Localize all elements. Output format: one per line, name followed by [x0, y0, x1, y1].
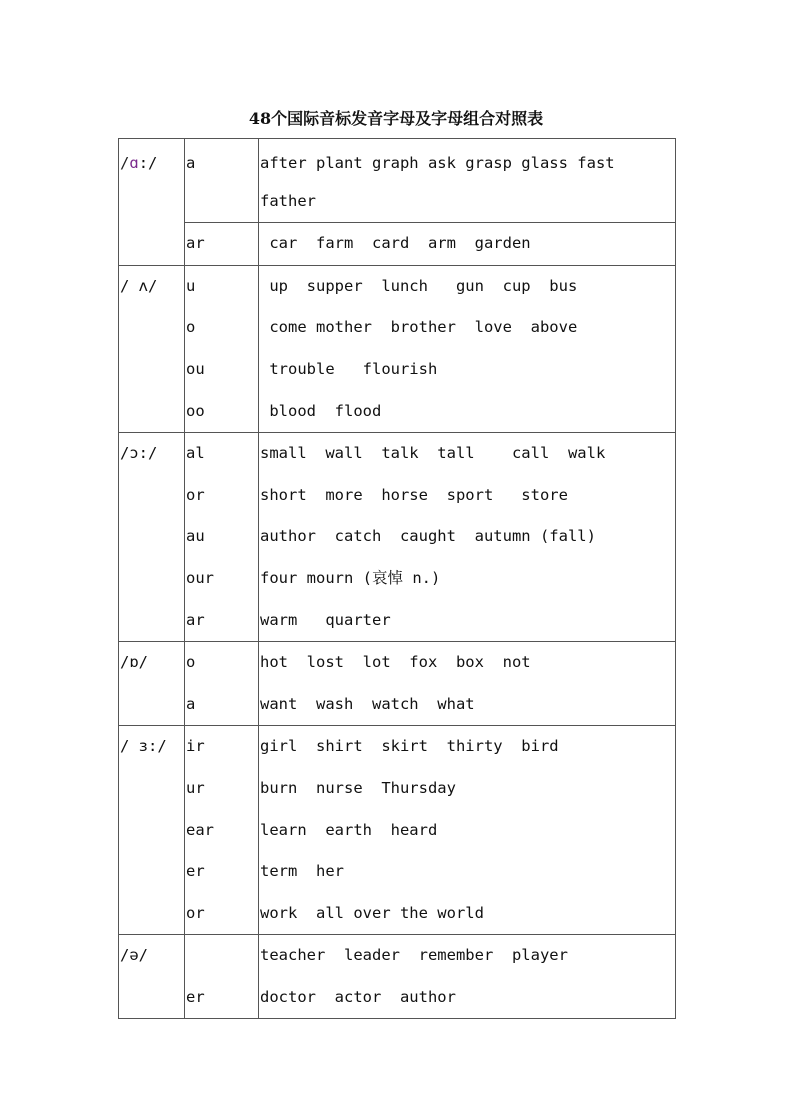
phonetic-letter: ɑ — [129, 154, 139, 172]
example-words: blood flood — [260, 401, 382, 420]
spelling: er — [186, 987, 205, 1006]
spelling-cell — [185, 139, 259, 223]
phonetic-symbol: /ɔ:/ — [120, 444, 158, 463]
spelling: ir — [186, 737, 205, 756]
spelling: oo — [186, 401, 205, 420]
symbol-cell — [119, 726, 185, 935]
symbol-cell — [119, 265, 185, 432]
words-cell — [259, 642, 676, 726]
example-words: car farm card arm garden — [260, 234, 531, 253]
spelling — [185, 935, 258, 977]
example-words: up supper lunch gun cup bus — [260, 276, 578, 295]
example-words: girl shirt skirt thirty bird — [260, 737, 559, 756]
table-row — [119, 223, 676, 266]
phonetic-symbol: / ʌ/ — [120, 276, 158, 295]
words-cell — [259, 935, 676, 1019]
spelling-cell — [185, 433, 259, 642]
example-words: teacher leader remember player — [260, 946, 568, 965]
table-row — [119, 139, 676, 223]
spelling: ar — [186, 234, 205, 253]
spelling: or — [186, 903, 205, 922]
spelling: a — [186, 154, 196, 172]
example-words: four mourn (哀悼 n.) — [260, 568, 441, 587]
spelling: ur — [186, 778, 205, 797]
spelling: a — [186, 694, 196, 713]
spelling: ar — [186, 610, 205, 629]
spelling: our — [186, 568, 214, 587]
symbol-cell — [119, 433, 185, 642]
spelling-cell — [185, 935, 259, 1019]
phonetic-symbol: /ɑ:/ — [120, 154, 158, 172]
table-row — [119, 433, 676, 642]
spelling: ear — [186, 820, 214, 839]
example-words: warm quarter — [260, 610, 391, 629]
phonics-table — [118, 138, 676, 1019]
page-title: 48个国际音标发音字母及字母组合对照表 — [248, 109, 544, 128]
symbol-cell — [119, 935, 185, 1019]
words-cell — [259, 433, 676, 642]
table-row — [119, 726, 676, 935]
example-words: father — [260, 191, 316, 210]
spelling: o — [186, 653, 196, 672]
symbol-cell — [119, 139, 185, 266]
example-words: burn nurse Thursday — [260, 778, 456, 797]
spelling-cell — [185, 726, 259, 935]
spelling-cell — [185, 223, 259, 266]
table-row — [119, 642, 676, 726]
symbol-cell — [119, 642, 185, 726]
spelling: u — [186, 276, 196, 295]
words-cell — [259, 726, 676, 935]
example-words: learn earth heard — [260, 820, 438, 839]
example-words: term her — [260, 862, 344, 881]
example-words: hot lost lot fox box not — [260, 653, 531, 672]
example-words: trouble flourish — [260, 359, 438, 378]
phonetic-symbol: /ə/ — [120, 946, 148, 965]
example-words: work all over the world — [260, 903, 484, 922]
example-words: short more horse sport store — [260, 485, 568, 504]
phonetic-symbol: / ɜ:/ — [120, 737, 167, 756]
example-words: come mother brother love above — [260, 318, 578, 337]
table-row — [119, 265, 676, 432]
spelling: au — [186, 527, 205, 546]
spelling: or — [186, 485, 205, 504]
words-cell — [259, 139, 676, 223]
phonetic-symbol: /ɒ/ — [120, 653, 148, 672]
spelling-cell — [185, 265, 259, 432]
spelling: er — [186, 862, 205, 881]
example-words: doctor actor author — [260, 987, 456, 1006]
spelling: o — [186, 318, 196, 337]
example-words: author catch caught autumn (fall) — [260, 527, 596, 546]
words-cell — [259, 265, 676, 432]
example-words: want wash watch what — [260, 694, 475, 713]
example-words: small wall talk tall call walk — [260, 444, 606, 463]
spelling: al — [186, 444, 205, 463]
table-row — [119, 935, 676, 1019]
words-cell — [259, 223, 676, 266]
spelling: ou — [186, 359, 205, 378]
example-words: after plant graph ask grasp glass fast — [260, 154, 615, 172]
spelling-cell — [185, 642, 259, 726]
